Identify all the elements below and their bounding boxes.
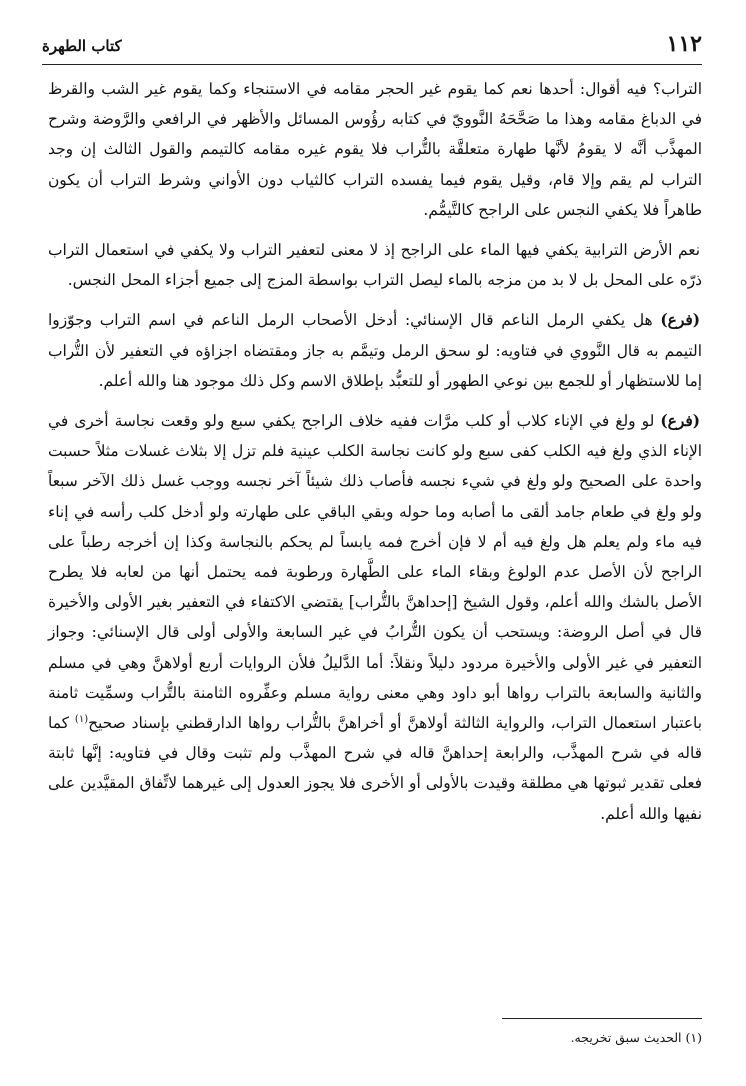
- far-label: (فرع): [660, 412, 700, 431]
- paragraph-3: [48, 305, 702, 396]
- page-number: ١١٢: [666, 31, 702, 57]
- paragraph-4-text-a: لو ولغ في الإناء كلاب أو كلب مرَّات ففيه خلاف الراجح يكفي سبع ولو وقعت نجاسة أخرى في الإناء الذي ولغ فيه الكلب كفى سبع ولو كانت نجاسة الكلب عينية فلم تزل إلا بثلاث غسلات مثلاً حسبت واحدة على الصحيح ولو ولغ في شيء نجسه فأصاب ذلك شيئاً آخر نجسه ووجب غسل ذلك الآخر سبعاً ولو ولغ في طعام جامد ألقى ما أصابه وما حوله وبقي الباقي على طهارته ولو أدخل كلب رأسه في إناء فيه ماء ولم يعلم هل ولغ فيه أم لا فإن أخرج فمه يابساً لم يحكم بالنجاسة وكذا إن أخرجه رطباً على الراجح لأن الأصل عدم الولوغ وبقاء الماء على الطَّهارة ورطوبة فمه يحتمل أنها من لعابه فلا يطرح الأصل بالشك والله أعلم، وقول الشيخ [إحداهنَّ بالتُّراب] يقتضي الاكتفاء في التعفير بغير الأولى والأخيرة قال في أصل الروضة: ويستحب أن يكون التُّرابُ في غير السابعة والأولى أولى قال الإسنائي: وجواز التعفير في غير الأولى والأخيرة مردود دليلاً ونقلاً: أما الدَّليلُ فلأن الروايات أربع أولاهنَّ وهي في مسلم والثانية والسابعة بالتراب رواها أبو داود وهي معنى رواية مسلم وعفِّروه الثامنة بالتُّراب وسمِّيت ثامنة باعتبار استعمال التراب، والرواية الثالثة أولاهنَّ أو أخراهنَّ بالتُّراب رواها الدارقطني بإسناد صحيح: [48, 412, 703, 733]
- page-header: [42, 30, 702, 65]
- paragraph-4: [48, 406, 702, 829]
- paragraph-1: التراب؟ فيه أقوال: أحدها نعم كما يقوم غير الحجر مقامه في الاستنجاء وكما يقوم غير الشب والقرظ في الدباغ مقامه وهذا ما صَحَّحَهُ النَّوويّ في كتابه رؤُوس المسائل والأظهر في الرافعي والرَّوضة وشرح المهذَّب أنَّه لا يقومُ لأنَّها طهارة متعلقَّة بالتُّراب فلا يقوم غيره مقامه كالتيمم والقول الثالث إن وجد التراب لم يقم وإلا قام، وقيل يقوم فيما يفسده التراب كالثياب دون الأواني وشرط التراب أن يكون طاهراً فلا يكفي النجس على الراجح كالتَّيمُّم.: [48, 80, 702, 219]
- footnote: (١) الحديث سبق تخريجه.: [570, 1030, 702, 1045]
- running-title: كتاب الطهرة: [42, 37, 122, 55]
- footnote-reference[interactable]: (١): [74, 713, 89, 725]
- paragraph-3-text: هل يكفي الرمل الناعم قال الإسنائي: أدخل الأصحاب الرمل الناعم في اسم التراب وجوّزوا التيمم به قال النَّووي في فتاويه: لو سحق الرمل وتيمَّم به جاز ومقتضاه اجزاؤه في التعفير لأن التُّراب إما للاستظهار أو للجمع بين نوعي الطهور أو للتعبُّد بإطلاق الاسم وكل ذلك موجود هنا والله أعلم.: [48, 311, 702, 390]
- far-label: (فرع): [660, 311, 700, 330]
- main-text: [48, 74, 702, 839]
- paragraph-4-text-b: كما قاله في شرح المهذَّب، والرابعة إحداهنَّ قاله في شرح المهذَّب ولم تثبت وقال في فتاويه: إنَّها ثابتة فعلى تقدير ثبوتها هي مطلقة وقيدت بالأولى أو الأخرى فلا يجوز العدول إلى غيرهما لاتِّفاق المقيَّدين على نفيها والله أعلم.: [48, 714, 702, 823]
- paragraph-2: نعم الأرض الترابية يكفي فيها الماء على الراجح إذ لا معنى لتعفير التراب ولا يكفي في استعمال التراب ذرّه على المحل بل لا بد من مزجه بالماء ليصل التراب بواسطة المزج إلى جميع أجزاء المحل النجس.: [48, 241, 702, 290]
- footnote-divider: [502, 1018, 702, 1019]
